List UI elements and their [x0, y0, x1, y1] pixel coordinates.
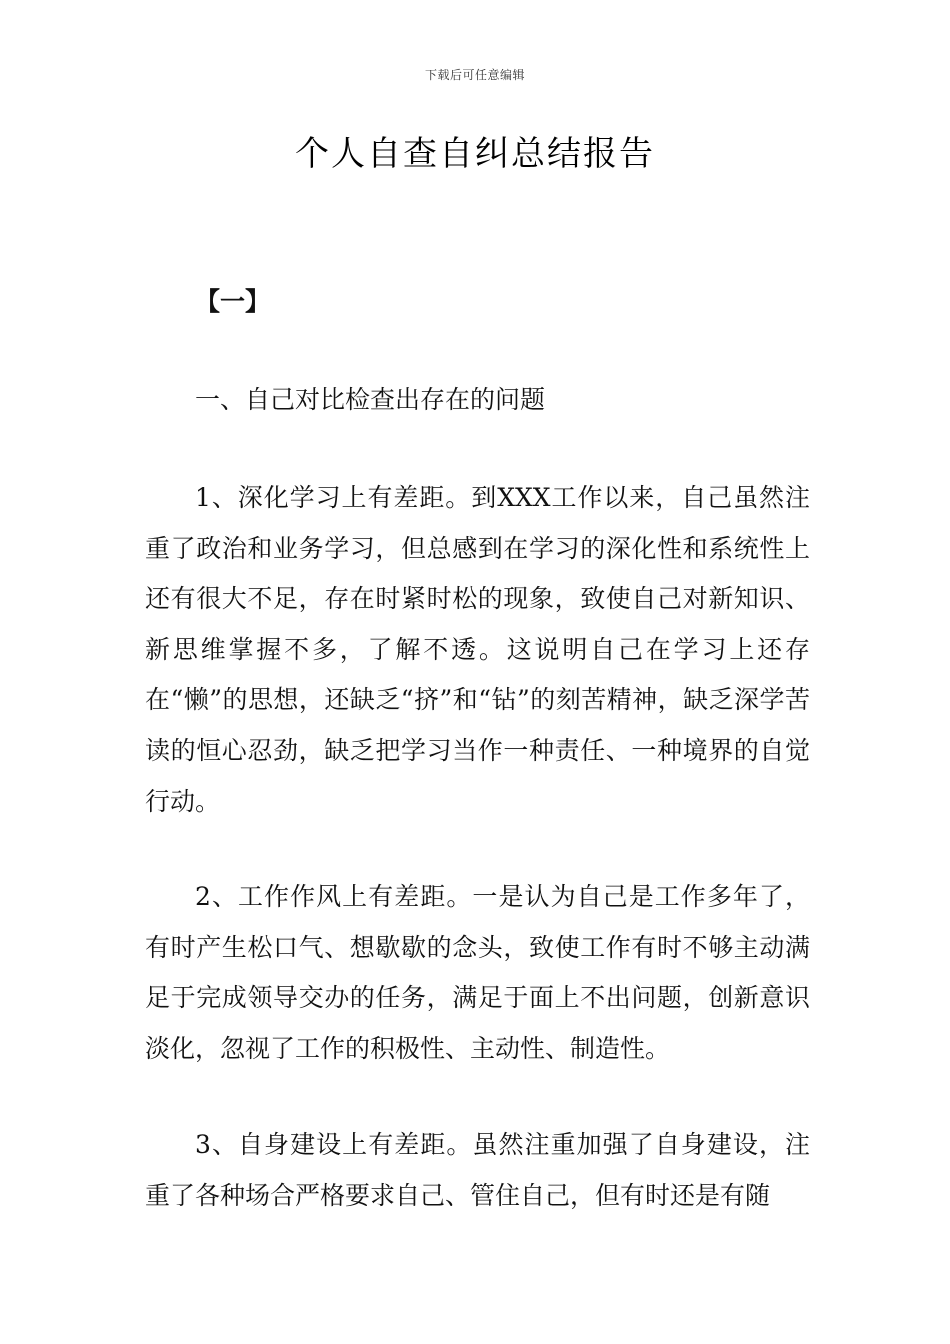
section-label: 【一】: [195, 287, 271, 316]
page-header-note: 下载后可任意编辑: [424, 68, 525, 82]
section-heading: 一、自己对比检查出存在的问题: [195, 385, 546, 414]
paragraph-1: 1、深化学习上有差距。到XXX工作以来，自己虽然注重了政治和业务学习，但总感到在学习的深化性和系统性上还有很大不足，存在时紧时松的现象，致使自己对新知识、新思维掌握不多，了解不透。这说明自己在学习上还存在“懒”的思想，还缺乏“挤”和“钻”的刻苦精神，缺乏深学苦读的恒心忍劲，缺乏把学习当作一种责任、一种境界的自觉行动。: [145, 483, 810, 816]
paragraph-2: 2、工作作风上有差距。一是认为自己是工作多年了，有时产生松口气、想歇歇的念头，致使工作有时不够主动满足于完成领导交办的任务，满足于面上不出问题，创新意识淡化，忽视了工作的积极性、主动性、制造性。: [145, 882, 810, 1063]
document-title: 个人自查自纠总结报告: [295, 134, 655, 174]
paragraph-3: 3、自身建设上有差距。虽然注重加强了自身建设，注重了各种场合严格要求自己、管住自己，但有时还是有随: [145, 1130, 810, 1210]
